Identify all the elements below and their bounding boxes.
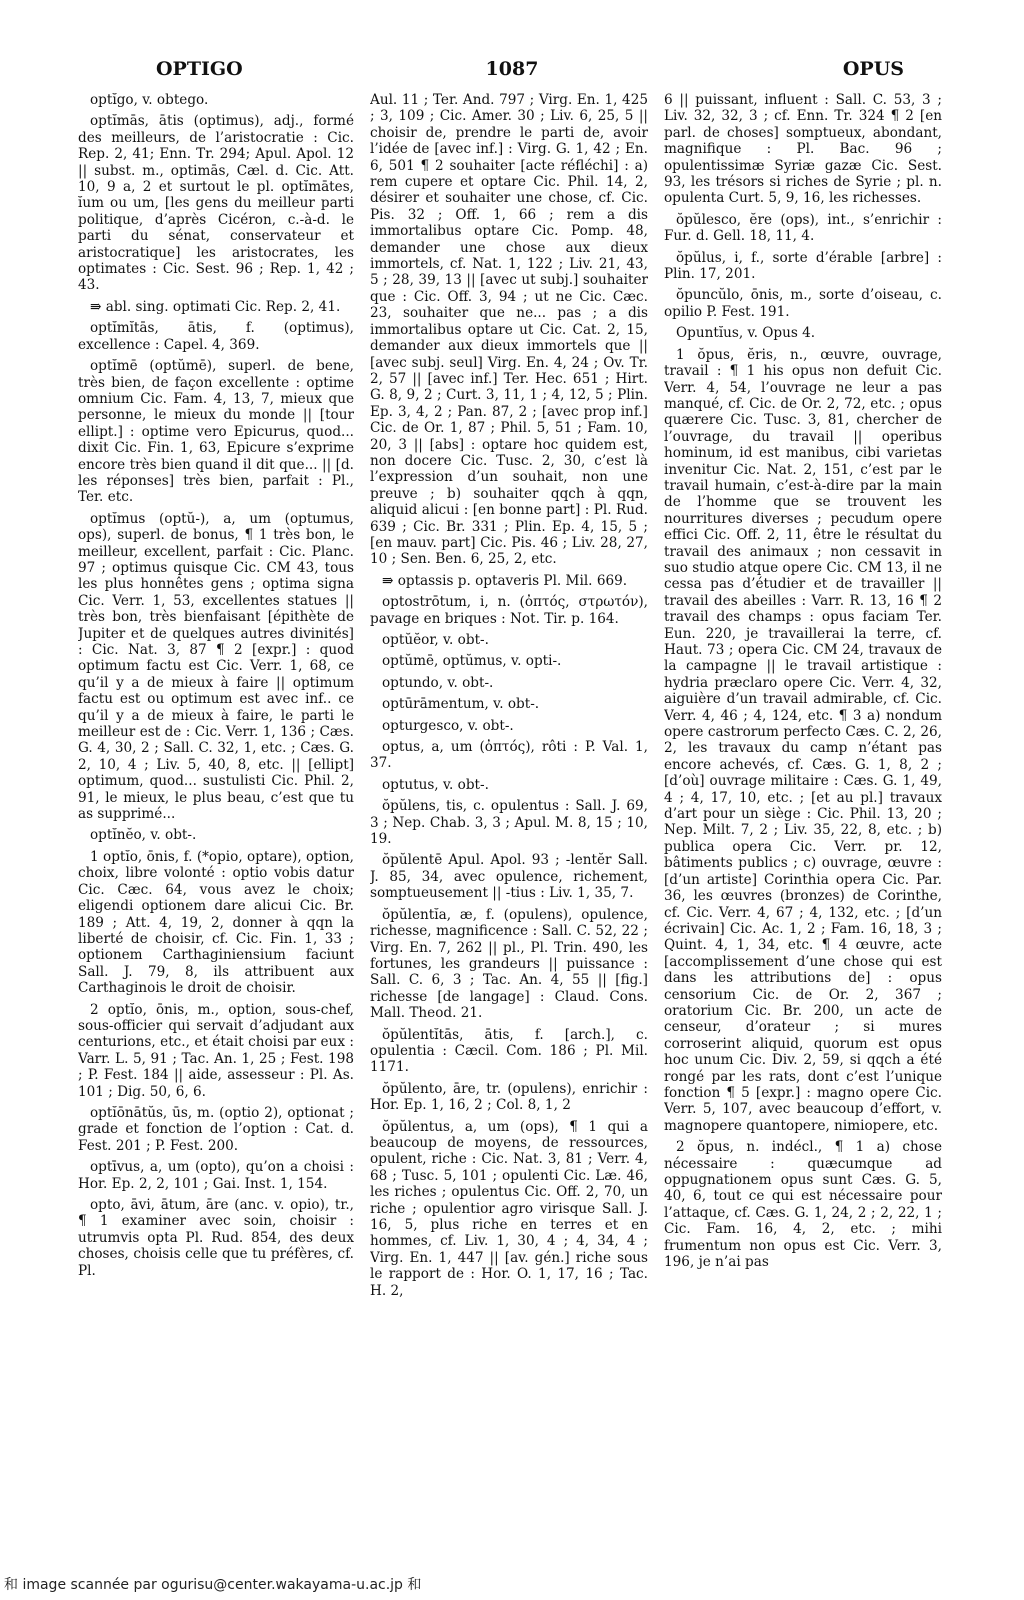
entry: opturgesco, v. obt-.	[382, 717, 514, 734]
column-3	[664, 92, 942, 1574]
entry: optĭmĭtās, ātis, f. (optimus), excellence : Capel. 4, 369.	[78, 320, 354, 353]
entry: 2 ŏpus, n. indécl., ¶ 1 a) chose nécessaire : quæcumque ad oppugnationem opus sunt Cæs. G. 5, 40, 6, tout ce qui est nécessaire pour l’attaque, cf. Cæs. G. 1, 24, 2 ; 2, 22, 1 ; Cic. Fam. 16, 4, 2, etc. ; mihi frumentum non opus est Cic. Verr. 3, 196, je n’ai pas	[664, 1139, 942, 1271]
entry: ŏpŭlentĭtās, ātis, f. [arch.], c. opulentia : Cæcil. Com. 186 ; Pl. Mil. 1171.	[370, 1026, 648, 1076]
entry: ⇛ optassis p. optaveris Pl. Mil. 669.	[382, 572, 628, 589]
entry: optĭmus (optŭ-), a, um (optumus, ops), superl. de bonus, ¶ 1 très bon, le meilleur, excellent, parfait : Cic. Planc. 97 ; optimus quisque Cic. CM 43, tous les plus honnêtes gens ; optima signa Cic. Verr. 1, 53, excellentes statues || très bon, très bienfaisant [épithète de Jupiter et de quelques autres divinités] : Cic. Nat. 3, 87 ¶ 2 [expr.] : quod optimum factu est Cic. Verr. 1, 68, ce qu’il y a de mieux à faire || optimum factu est ou optimum est avec inf.. ce qu’il y a de mieux à faire, le parti le meilleur est de : Cic. Verr. 1, 136 ; Cæs. G. 4, 30, 2 ; Sall. C. 32, 1, etc. ; Cæs. G. 2, 10, 4 ; Liv. 5, 40, 8, etc. || [ellipt] optimum, quod... sustulisti Cic. Phil. 2, 91, le mieux, le plus beau, c’est que tu as supprimé...	[78, 510, 354, 823]
entry: ŏpŭlentus, a, um (ops), ¶ 1 qui a beaucoup de moyens, de ressources, opulent, riche : Cic. Nat. 3, 81 ; Verr. 4, 68 ; Tusc. 5, 101 ; opulenti Cic. Læ. 46, les riches ; opulentus Cic. Off. 2, 70, un riche ; opulentior agro virisque Sall. J. 16, 5, plus riche en terres et en hommes, cf. Liv. 1, 30, 4 ; 4, 34, 4 ; Virg. En. 1, 447 || [av. gén.] riche sous le rapport de : Hor. O. 1, 17, 16 ; Tac. H. 2,	[370, 1118, 648, 1299]
entry: Opuntĭus, v. Opus 4.	[676, 325, 816, 342]
entry: optostrōtum, i, n. (ὀπτός, στρωτόν), pavage en briques : Not. Tir. p. 164.	[370, 594, 648, 627]
entry: optīvus, a, um (opto), qu’on a choisi : Hor. Ep. 2, 2, 101 ; Gai. Inst. 1, 154.	[78, 1159, 354, 1192]
page-header	[60, 58, 964, 88]
entry: optĭōnātŭs, ūs, m. (optio 2), optionat ; grade et fonction de l’option : Cat. d. Fest. 201 ; P. Fest. 200.	[78, 1104, 354, 1154]
entry: opto, āvi, ātum, āre (anc. v. opio), tr., ¶ 1 examiner avec soin, choisir : utrumvis opta Pl. Rud. 854, des deux choses, choisis celle que tu préfères, cf. Pl.	[78, 1197, 354, 1279]
column-1	[78, 92, 354, 1574]
entry: 1 ŏpus, ĕris, n., œuvre, ouvrage, travail : ¶ 1 his opus non defuit Cic. Verr. 4, 54, l’ouvrage ne leur a pas manqué, cf. Cic. de Or. 2, 72, etc. ; opus quærere Cic. Tusc. 3, 81, chercher de l’ouvrage, du travail || operibus hominum, id est manibus, cibi varietas invenitur Cic. Nat. 2, 151, c’est par le travail humain, c’est-à-dire par la main de l’homme que se trouvent les nourritures diverses ; pecudum opere effici Cic. Off. 2, 11, être le résultat du travail des animaux ; non cessavit in suo studio atque opere Cic. CM 13, il ne cessa pas d’étudier et de travailler || travail des abeilles : Varr. R. 13, 16 ¶ 2 travail des champs : opus faciam Ter. Eun. 220, je travaillerai la terre, cf. Haut. 73 ; opera Cic. CM 24, travaux de la campagne || le travail artistique : hydria præclaro opere Cic. Verr. 4, 32, aiguière d’un travail admirable, cf. Cic. Verr. 4, 46 ; 4, 124, etc. ¶ 3 a) nondum opere castrorum perfecto Cæs. C. 2, 26, 2, les travaux du camp n’étant pas encore achevés, cf. Cæs. G. 1, 8, 2 ; [d’où] ouvrage militaire : Cæs. G. 1, 49, 4 ; 4, 17, 10, etc. ; [et au pl.] travaux d’art pour un siège : Cic. Phil. 13, 20 ; Nep. Milt. 7, 2 ; Liv. 35, 22, 8, etc. ; b) publica opera Cic. Verr. pr. 12, bâtiments publics ; c) ouvrage, œuvre : [d’un artiste] Corinthia opera Cic. Par. 36, les œuvres (bronzes) de Corinthe, cf. Cic. Verr. 4, 67 ; 4, 132, etc. ; [d’un écrivain] Cic. Ac. 1, 2 ; Fam. 16, 18, 3 ; Quint. 4, 1, 34, etc. ¶ 4 œuvre, acte [accomplissement d’une chose qui est dans les attributions de] : opus censorium Cic. de Or. 2, 367 ; oratorium Cic. Br. 200, un acte de censeur, d’orateur ; si mures corroserint aliquid, quorum est opus hoc unum Cic. Div. 2, 59, si qqch a été rongé par les rats, dont c’est l’unique fonction ¶ 5 [expr.] : magno opere Cic. Verr. 5, 107, avec beaucoup d’effort, v. magnopere quantopere, nimiopere, etc.	[664, 346, 942, 1134]
entry: ŏpŭlentē Apul. Apol. 93 ; -lentĕr Sall. J. 85, 34, avec opulence, richement, somptueusement || -tius : Liv. 1, 35, 7.	[370, 852, 648, 902]
entry: optĭmē (optŭmē), superl. de bene, très bien, de façon excellente : optime omnium Cic. Fam. 4, 13, 7, mieux que personne, le mieux du monde || [tour ellipt.] : optime vero Epicurus, quod... dixit Cic. Fin. 1, 63, Epicure s’exprime encore très bien quand il dit que... || [d. les réponses] très bien, parfait : Pl., Ter. etc.	[78, 358, 354, 506]
scan-credit-footer: 和 image scannée par ogurisu@center.wakayama-u.ac.jp 和	[4, 1577, 422, 1593]
entry: optundo, v. obt-.	[382, 674, 494, 691]
entry: optūrāmentum, v. obt-.	[382, 696, 540, 713]
entry: ŏpŭlento, āre, tr. (opulens), enrichir : Hor. Ep. 1, 16, 2 ; Col. 8, 1, 2	[370, 1080, 648, 1114]
entry: optutus, v. obt-.	[382, 776, 489, 793]
entry: ⇛ abl. sing. optimati Cic. Rep. 2, 41.	[90, 298, 341, 315]
entry: 6 || puissant, influent : Sall. C. 53, 3 ; Liv. 32, 32, 3 ; cf. Enn. Tr. 324 ¶ 2 [en parl. de choses] somptueux, abondant, magnifique : Pl. Bac. 96 ; opulentissimæ Syriæ gazæ Cic. Sest. 93, les trésors si riches de Syrie ; pl. n. opulenta Curt. 5, 9, 16, les richesses.	[664, 92, 942, 207]
entry: optŭĕor, v. obt-.	[382, 632, 489, 648]
page-number: 1087	[485, 58, 539, 80]
header-left-guideword: OPTIGO	[156, 58, 243, 80]
entry: optus, a, um (ὀπτός), rôti : P. Val. 1, 37.	[370, 739, 648, 772]
entry: optĭmās, ātis (optimus), adj., formé des meilleurs, de l’aristocratie : Cic. Rep. 2, 41; Enn. Tr. 294; Apul. Apol. 12 || subst. m., optimās, Cæl. d. Cic. Att. 10, 9 a, 2 et surtout le pl. optĭmātes, ĭum ou um, [les gens du meilleur parti politique, d’après Cicéron, c.-à-d. le parti du sénat, conservateur et aristocratique] les aristocrates, les optimates : Cic. Sest. 96 ; Rep. 1, 42 ; 43.	[78, 113, 354, 294]
entry: ŏpuncŭlo, ōnis, m., sorte d’oiseau, c. opilio P. Fest. 191.	[664, 287, 942, 320]
entry: Aul. 11 ; Ter. And. 797 ; Virg. En. 1, 425 ; 3, 109 ; Cic. Amer. 30 ; Liv. 6, 25, 5 || choisir de, prendre le parti de, avoir l’idée de [avec inf.] : Virg. G. 1, 42 ; En. 6, 501 ¶ 2 souhaiter [acte réfléchi] : a) rem cupere et optare Cic. Phil. 14, 2, désirer et souhaiter une chose, cf. Cic. Pis. 32 ; Off. 1, 66 ; rem a dis immortalibus optare Cic. Pomp. 48, demander une chose aux dieux immortels, cf. Nat. 1, 122 ; Liv. 21, 43, 5 ; 28, 39, 13 || [avec ut subj.] souhaiter que : Cic. Off. 3, 94 ; ut ne Cic. Cæc. 23, souhaiter que ne... pas ; a dis immortalibus optare ut Cic. Cat. 2, 15, demander aux dieux immortels que || [avec subj. seul] Virg. En. 4, 24 ; Ov. Tr. 2, 57 || [avec inf.] Ter. Hec. 651 ; Hirt. G. 8, 9, 2 ; Curt. 3, 11, 1 ; 4, 12, 5 ; Plin. Ep. 3, 4, 2 ; Pan. 87, 2 ; [avec prop inf.] Cic. de Or. 1, 87 ; Phil. 5, 51 ; Fam. 10, 20, 3 || [abs] : optare hoc quidem est, non docere Cic. Tusc. 2, 30, c’est là l’expression d’un souhait, non une preuve ; b) souhaiter qqch à qqn, aliquid alicui : [en bonne part] : Pl. Rud. 639 ; Cic. Br. 331 ; Plin. Ep. 4, 15, 5 ; [en mauv. part] Cic. Pis. 46 ; Liv. 28, 27, 10 ; Sen. Ben. 6, 25, 2, etc.	[370, 92, 648, 568]
entry: ŏpŭlesco, ĕre (ops), int., s’enrichir : Fur. d. Gell. 18, 11, 4.	[664, 211, 942, 245]
entry: 2 optĭo, ōnis, m., option, sous-chef, sous-officier qui servait d’adjudant aux centurions, etc., et était choisi par eux : Varr. L. 5, 91 ; Tac. An. 1, 25 ; Fest. 198 ; P. Fest. 184 || aide, assesseur : Pl. As. 101 ; Dig. 50, 6, 6.	[78, 1001, 354, 1100]
header-right-guideword: OPUS	[842, 58, 904, 80]
entry: optĭnĕo, v. obt-.	[90, 827, 197, 844]
entry: optŭmē, optŭmus, v. opti-.	[382, 653, 562, 670]
entry: ŏpŭlens, tis, c. opulentus : Sall. J. 69, 3 ; Nep. Chab. 3, 3 ; Apul. M. 8, 15 ; 10, 19.	[370, 798, 648, 848]
column-2	[370, 92, 648, 1574]
entry: ŏpŭlus, i, f., sorte d’érable [arbre] : Plin. 17, 201.	[664, 249, 942, 283]
entry: 1 optĭo, ōnis, f. (*opio, optare), option, choix, libre volonté : optio vobis datur Cic. Cæc. 64, vous avez le choix; eligendi optionem dare alicui Cic. Br. 189 ; Att. 4, 19, 2, donner à qqn la liberté de choisir, cf. Cic. Fin. 1, 33 ; optionem Carthaginiensium faciunt Sall. J. 79, 8, ils attribuent aux Carthaginois le droit de choisir.	[78, 848, 354, 997]
entry: ŏpŭlentĭa, æ, f. (opulens), opulence, richesse, magnificence : Sall. C. 52, 22 ; Virg. En. 7, 262 || pl., Pl. Trin. 490, les fortunes, les grandeurs || puissance : Sall. C. 6, 3 ; Tac. An. 4, 55 || [fig.] richesse [de langage] : Claud. Cons. Mall. Theod. 21.	[370, 906, 648, 1022]
entry: optĭgo, v. obtego.	[90, 92, 209, 108]
